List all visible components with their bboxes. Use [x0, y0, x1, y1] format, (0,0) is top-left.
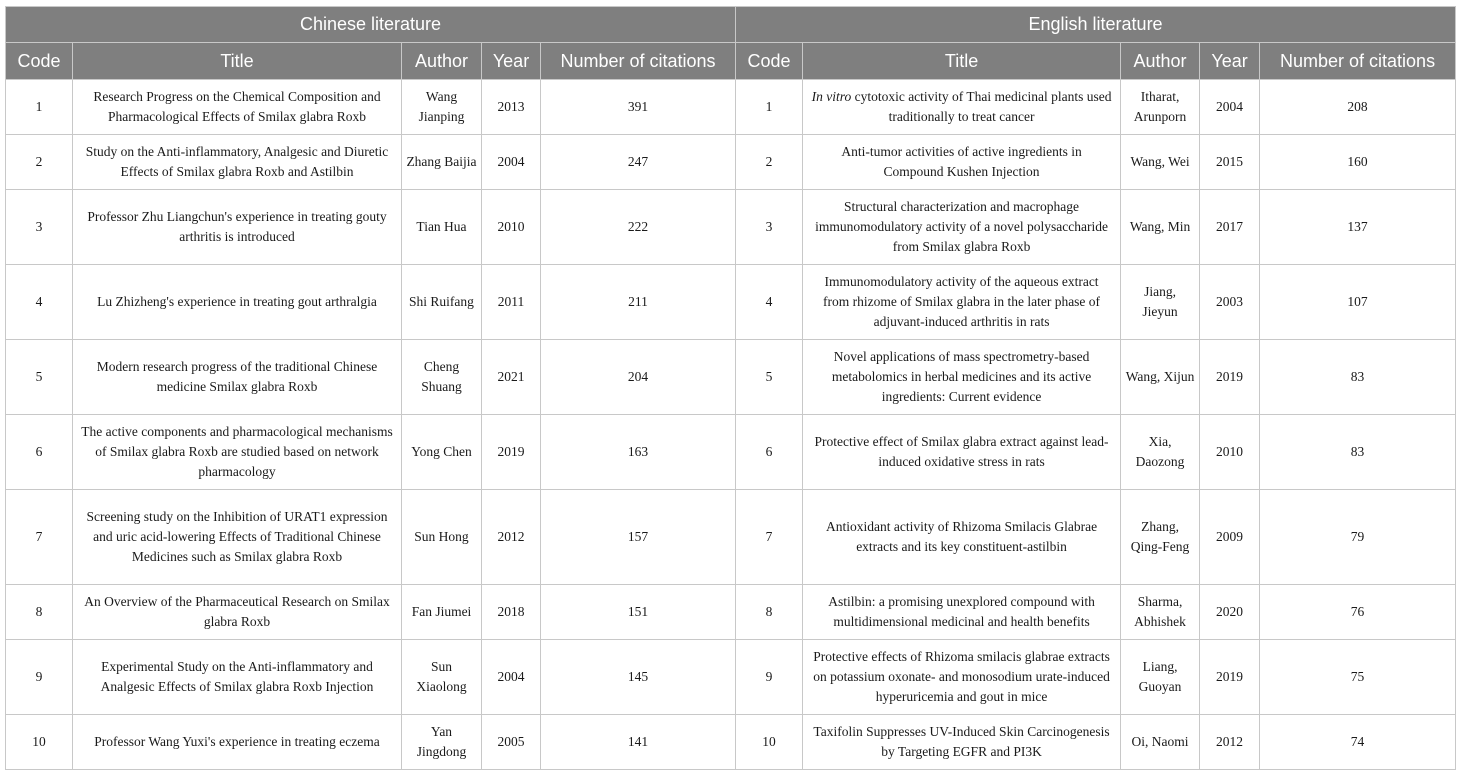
- cn-title-cell: Professor Zhu Liangchun's experience in treating gouty arthritis is introduced: [73, 190, 402, 265]
- cn-title-cell: Experimental Study on the Anti-inflammatory and Analgesic Effects of Smilax glabra Roxb Injection: [73, 640, 402, 715]
- en-title-cell: Taxifolin Suppresses UV-Induced Skin Carcinogenesis by Targeting EGFR and PI3K: [803, 715, 1121, 770]
- en-year-cell: 2003: [1200, 265, 1260, 340]
- cn-author-cell: Yan Jingdong: [402, 715, 482, 770]
- en-year-cell: 2020: [1200, 585, 1260, 640]
- cn-year-cell: 2004: [482, 640, 541, 715]
- en-code-cell: 9: [736, 640, 803, 715]
- cn-author-header: Author: [402, 43, 482, 80]
- cn-year-cell: 2021: [482, 340, 541, 415]
- en-year-cell: 2017: [1200, 190, 1260, 265]
- cn-code-cell: 7: [6, 490, 73, 585]
- en-year-cell: 2019: [1200, 340, 1260, 415]
- en-citations-cell: 160: [1260, 135, 1456, 190]
- en-title-italic: In vitro: [811, 89, 852, 104]
- en-title-cell: Immunomodulatory activity of the aqueous extract from rhizome of Smilax glabra in the later phase of adjuvant-induced arthritis in rats: [803, 265, 1121, 340]
- cn-title-cell: An Overview of the Pharmaceutical Research on Smilax glabra Roxb: [73, 585, 402, 640]
- cn-year-cell: 2012: [482, 490, 541, 585]
- en-author-cell: Zhang, Qing-Feng: [1121, 490, 1200, 585]
- en-year-cell: 2015: [1200, 135, 1260, 190]
- en-year-cell: 2012: [1200, 715, 1260, 770]
- cn-citations-cell: 157: [541, 490, 736, 585]
- cn-year-cell: 2011: [482, 265, 541, 340]
- en-author-cell: Sharma, Abhishek: [1121, 585, 1200, 640]
- en-citations-cell: 83: [1260, 340, 1456, 415]
- en-title-cell: Antioxidant activity of Rhizoma Smilacis Glabrae extracts and its key constituent-astilbin: [803, 490, 1121, 585]
- cn-author-cell: Tian Hua: [402, 190, 482, 265]
- en-code-cell: 8: [736, 585, 803, 640]
- en-title-cell: Protective effects of Rhizoma smilacis glabrae extracts on potassium oxonate- and monosodium urate-induced hyperuricemia and gout in mice: [803, 640, 1121, 715]
- cn-citations-cell: 204: [541, 340, 736, 415]
- cn-code-cell: 1: [6, 80, 73, 135]
- cn-title-cell: Screening study on the Inhibition of URAT1 expression and uric acid-lowering Effects of Traditional Chinese Medicines such as Smilax glabra Roxb: [73, 490, 402, 585]
- cn-author-cell: Shi Ruifang: [402, 265, 482, 340]
- en-citations-cell: 79: [1260, 490, 1456, 585]
- cn-code-header: Code: [6, 43, 73, 80]
- table-row: [6, 415, 1456, 490]
- cn-citations-cell: 247: [541, 135, 736, 190]
- en-author-cell: Oi, Naomi: [1121, 715, 1200, 770]
- chinese-literature-header: Chinese literature: [6, 7, 736, 43]
- cn-year-header: Year: [482, 43, 541, 80]
- english-literature-header: English literature: [736, 7, 1456, 43]
- cn-code-cell: 3: [6, 190, 73, 265]
- table-row: [6, 640, 1456, 715]
- cn-author-cell: Yong Chen: [402, 415, 482, 490]
- cn-citations-cell: 211: [541, 265, 736, 340]
- en-author-header: Author: [1121, 43, 1200, 80]
- en-author-cell: Itharat, Arunporn: [1121, 80, 1200, 135]
- cn-code-cell: 9: [6, 640, 73, 715]
- en-author-cell: Liang, Guoyan: [1121, 640, 1200, 715]
- en-code-cell: 3: [736, 190, 803, 265]
- cn-author-cell: Wang Jianping: [402, 80, 482, 135]
- en-code-cell: 5: [736, 340, 803, 415]
- cn-citations-cell: 163: [541, 415, 736, 490]
- table-row: [6, 585, 1456, 640]
- en-citations-cell: 107: [1260, 265, 1456, 340]
- cn-title-cell: Research Progress on the Chemical Composition and Pharmacological Effects of Smilax glabra Roxb: [73, 80, 402, 135]
- cn-year-cell: 2019: [482, 415, 541, 490]
- literature-table-container: [5, 6, 1455, 770]
- table-row: [6, 490, 1456, 585]
- cn-author-cell: Cheng Shuang: [402, 340, 482, 415]
- table-row: [6, 190, 1456, 265]
- cn-citations-cell: 151: [541, 585, 736, 640]
- en-citations-cell: 74: [1260, 715, 1456, 770]
- en-code-cell: 7: [736, 490, 803, 585]
- en-title-header: Title: [803, 43, 1121, 80]
- cn-title-cell: Modern research progress of the traditional Chinese medicine Smilax glabra Roxb: [73, 340, 402, 415]
- cn-title-header: Title: [73, 43, 402, 80]
- en-code-cell: 4: [736, 265, 803, 340]
- table-row: [6, 80, 1456, 135]
- table-row: [6, 340, 1456, 415]
- en-code-cell: 2: [736, 135, 803, 190]
- en-code-header: Code: [736, 43, 803, 80]
- en-author-cell: Wang, Min: [1121, 190, 1200, 265]
- cn-code-cell: 5: [6, 340, 73, 415]
- cn-year-cell: 2013: [482, 80, 541, 135]
- cn-citations-cell: 145: [541, 640, 736, 715]
- cn-year-cell: 2010: [482, 190, 541, 265]
- en-citations-cell: 208: [1260, 80, 1456, 135]
- en-citations-cell: 76: [1260, 585, 1456, 640]
- table-row: [6, 265, 1456, 340]
- en-title-cell: Protective effect of Smilax glabra extract against lead-induced oxidative stress in rats: [803, 415, 1121, 490]
- cn-year-cell: 2005: [482, 715, 541, 770]
- en-author-cell: Xia, Daozong: [1121, 415, 1200, 490]
- en-year-cell: 2019: [1200, 640, 1260, 715]
- table-row: [6, 715, 1456, 770]
- en-citations-cell: 83: [1260, 415, 1456, 490]
- cn-citations-cell: 391: [541, 80, 736, 135]
- cn-citations-cell: 222: [541, 190, 736, 265]
- literature-citation-table: [5, 6, 1456, 770]
- en-title-cell: Novel applications of mass spectrometry-based metabolomics in herbal medicines and its active ingredients: Current evidence: [803, 340, 1121, 415]
- cn-code-cell: 6: [6, 415, 73, 490]
- cn-author-cell: Fan Jiumei: [402, 585, 482, 640]
- en-citations-header: Number of citations: [1260, 43, 1456, 80]
- cn-code-cell: 2: [6, 135, 73, 190]
- cn-citations-cell: 141: [541, 715, 736, 770]
- en-citations-cell: 137: [1260, 190, 1456, 265]
- cn-citations-header: Number of citations: [541, 43, 736, 80]
- cn-author-cell: Zhang Baijia: [402, 135, 482, 190]
- en-title-text: cytotoxic activity of Thai medicinal plants used traditionally to treat cancer: [851, 89, 1112, 124]
- cn-code-cell: 8: [6, 585, 73, 640]
- en-author-cell: Wang, Xijun: [1121, 340, 1200, 415]
- table-row: [6, 135, 1456, 190]
- en-title-cell: Structural characterization and macrophage immunomodulatory activity of a novel polysaccharide from Smilax glabra Roxb: [803, 190, 1121, 265]
- cn-author-cell: Sun Hong: [402, 490, 482, 585]
- cn-title-cell: The active components and pharmacological mechanisms of Smilax glabra Roxb are studied based on network pharmacology: [73, 415, 402, 490]
- cn-code-cell: 4: [6, 265, 73, 340]
- cn-title-cell: Study on the Anti-inflammatory, Analgesic and Diuretic Effects of Smilax glabra Roxb and Astilbin: [73, 135, 402, 190]
- en-code-cell: 6: [736, 415, 803, 490]
- en-code-cell: 10: [736, 715, 803, 770]
- en-year-cell: 2009: [1200, 490, 1260, 585]
- cn-author-cell: Sun Xiaolong: [402, 640, 482, 715]
- en-code-cell: 1: [736, 80, 803, 135]
- en-year-cell: 2004: [1200, 80, 1260, 135]
- cn-title-cell: Lu Zhizheng's experience in treating gout arthralgia: [73, 265, 402, 340]
- cn-code-cell: 10: [6, 715, 73, 770]
- en-title-cell: Anti-tumor activities of active ingredients in Compound Kushen Injection: [803, 135, 1121, 190]
- en-author-cell: Jiang, Jieyun: [1121, 265, 1200, 340]
- en-title-cell: [803, 80, 1121, 135]
- cn-year-cell: 2004: [482, 135, 541, 190]
- en-title-cell: Astilbin: a promising unexplored compound with multidimensional medicinal and health benefits: [803, 585, 1121, 640]
- en-citations-cell: 75: [1260, 640, 1456, 715]
- en-year-header: Year: [1200, 43, 1260, 80]
- en-author-cell: Wang, Wei: [1121, 135, 1200, 190]
- en-year-cell: 2010: [1200, 415, 1260, 490]
- cn-title-cell: Professor Wang Yuxi's experience in treating eczema: [73, 715, 402, 770]
- cn-year-cell: 2018: [482, 585, 541, 640]
